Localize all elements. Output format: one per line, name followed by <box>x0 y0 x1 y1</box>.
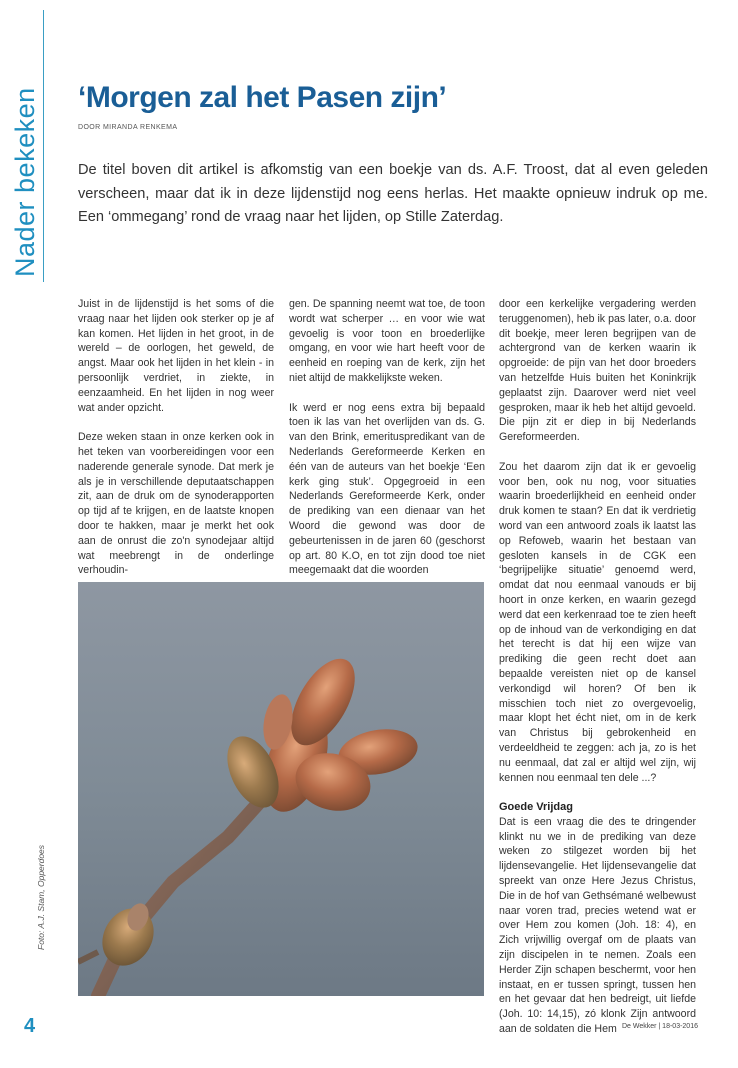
subheading: Goede Vrijdag <box>499 801 573 814</box>
paragraph: Zou het daarom zijn dat ik er gevoelig voor ben, ook nu nog, voor situaties waarin broederlijkheid en eenheid onder druk komen te staan? En dat ik verdrietig word van een antwoord zoals ik laatst las op Refoweb, waarin het bestaan van gesloten kansels in de CGK een ‘begrijpelijke situatie’ genoemd werd, omdat dat nou eenmaal vanouds er bij hoort in onze kerken, en waarin gezegd werd dat een kerkenraad toe te zien heeft op de inhoud van de verkondiging en dat het terecht is dat hij een wijze van prediking die geen recht doet aan bepaalde vereisten niet op de kansel verkondigd wil horen? Of ben ik misschien toch niet zo overgevoelig, maar klopt het écht niet, om in de kerk van Christus bij gebrokenheid en verdeeldheid te zeggen: ach ja, zo is het nu eenmaal, dat zal er altijd wel zijn, wij kennen nou eenmaal ten dele ...? <box>499 460 696 784</box>
paragraph: Juist in de lijdenstijd is het soms of die vraag naar het lijden ook sterker op je af kan komen. Het lijden in het groot, in de wereld – de oorlogen, het geweld, de angst. Maar ook het lijden in het klein - in persoonlijk verdriet, in ziekte, in eenzaamheid. En het lijden in nog weer wat ander opzicht. <box>78 298 274 414</box>
page-number: 4 <box>24 1015 36 1037</box>
photo-credit: Foto: A.J. Stam, Opperdoes <box>36 844 46 950</box>
column-3 <box>499 297 696 1052</box>
photo-budding-branch <box>78 582 484 996</box>
section-rule <box>43 10 44 282</box>
article-byline: DOOR MIRANDA RENKEMA <box>78 124 178 131</box>
column-2 <box>289 297 485 593</box>
column-1 <box>78 297 274 593</box>
paragraph: Deze weken staan in onze kerken ook in het teken van voorbereidingen voor een naderende generale synode. Dat merk je als je in verschillende deputaatschappen zit, aan de druk om de synoderapporten op tijd af te krijgen, en de laatste knopen door te hakken, maar je merkt het ook aan de onrust die zo'n synodejaar altijd wat meebrengt in de onderlinge verhoudin- <box>78 431 274 577</box>
paragraph: Ik werd er nog eens extra bij bepaald toen ik las van het overlijden van ds. G. van den Brink, emerituspredikant van de Nederlands Gereformeerde Kerken en één van de auteurs van het boekje ‘Een kerk ging stuk’. Opgegroeid in een Nederlands Gereformeerde Kerk, onder de prediking van een dienaar van het Woord die gewond was door de gebeurtenissen in de jaren 60 (geschorst op art. 80 K.O, en tot zijn dood toe niet meegemaakt dat die woorden <box>289 401 485 577</box>
article-intro: De titel boven dit artikel is afkomstig van een boekje van ds. A.F. Troost, dat al even geleden verscheen, maar dat ik in deze lijdenstijd nog eens herlas. Het maakte opnieuw indruk op me. Een ‘ommegang’ rond de vraag naar het lijden, op Stille Zaterdag. <box>78 162 708 225</box>
paragraph: door een kerkelijke vergadering werden teruggenomen), heb ik pas later, o.a. door dit boekje, meer leren begrijpen van de achtergrond van de kerken waarin ik opgroeide: de pijn van het door broeders van hetzelfde Huis buiten het Koninkrijk geplaatst zijn. Daarover werd niet veel gesproken, maar ik heb het altijd gevoeld. Die pijn zit er diep in bij Nederlands Gereformeerden. <box>499 298 696 444</box>
section-label: Nader bekeken <box>10 87 40 277</box>
footer-publication: De Wekker | 18-03-2016 <box>621 1023 698 1030</box>
paragraph: gen. De spanning neemt wat toe, de toon wordt wat scherper … en voor wie wat gevoelig is voor toon en broederlijke omgang, en voor wie hart heeft voor de eenheid en roeping van de kerk, zijn het niet altijd de makkelijkste weken. <box>289 298 485 384</box>
paragraph: Dat is een vraag die des te dringender klinkt nu we in de prediking van deze weken zo stilgezet worden bij het lijdensevangelie. Het lijdensevangelie dat spreekt van onze Here Jezus Christus, Die in de hof van Gethsémané welbewust naar voren trad, precies wetend wat er over Hem zou komen (Joh. 18: 4), en Zich vrijwillig overgaf om de plaats van zijn discipelen in te nemen. Zoals een Herder Zijn schapen beschermt, voor hen instaat, en er tussen springt, tussen hen en het gevaar dat hen bedreigt, uit liefde (Joh. 10: 14,15), zó klonk Zijn antwoord aan de soldaten die Hem <box>499 815 696 1036</box>
article-title: ‘Morgen zal het Pasen zijn’ <box>78 81 447 114</box>
